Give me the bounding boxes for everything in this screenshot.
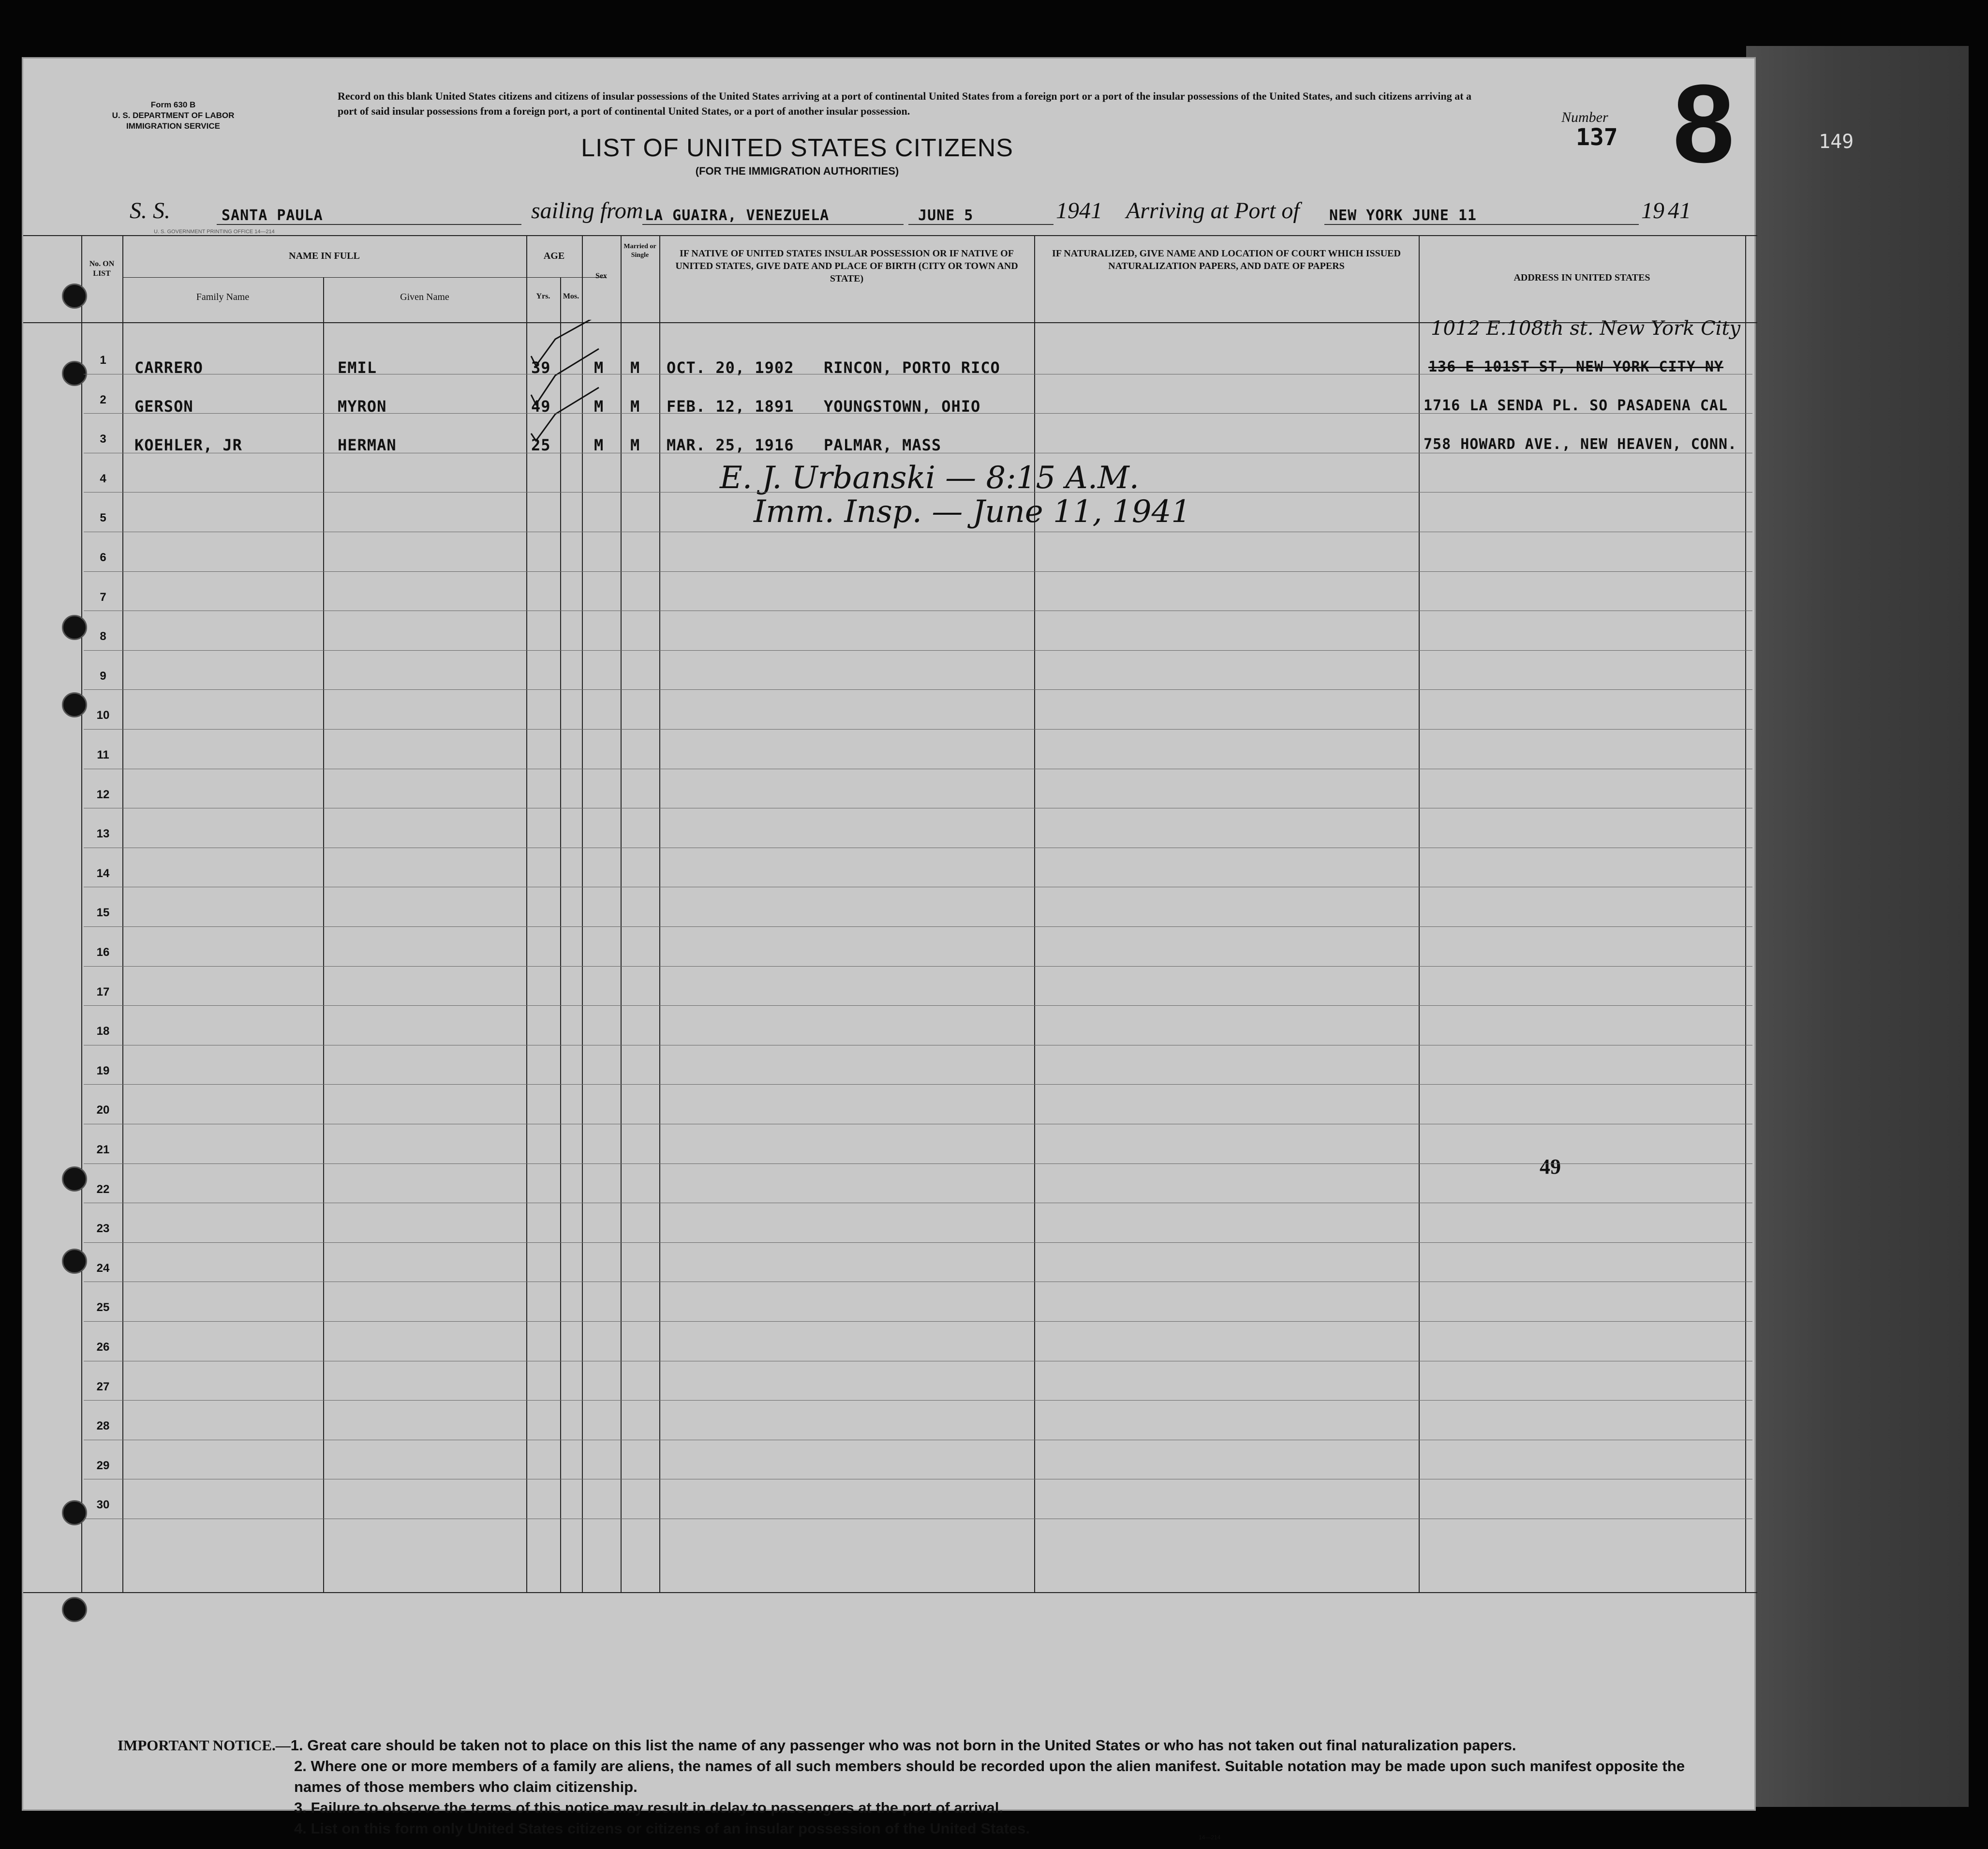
arrival-year-prefix: 19 xyxy=(1641,198,1664,224)
arriving-label: Arriving at Port of xyxy=(1126,198,1300,224)
row-separator xyxy=(84,1005,1752,1006)
row-number: 2 xyxy=(100,393,106,406)
row-number: 14 xyxy=(96,866,110,880)
backing-page-number: 149 xyxy=(1819,131,1854,153)
row-number: 26 xyxy=(96,1341,110,1354)
row-number: 11 xyxy=(97,748,109,761)
number-label: Number xyxy=(1561,109,1608,125)
important-notice xyxy=(118,1735,1714,1839)
column-header-number: No. ON LIST xyxy=(89,260,115,278)
entry-3-address: 758 HOWARD AVE., NEW HEAVEN, CONN. xyxy=(1424,436,1737,453)
row-number: 4 xyxy=(100,472,106,485)
entry-1-address-handwritten: 1012 E.108th st. New York City xyxy=(1431,317,1741,340)
print-note: U. S. GOVERNMENT PRINTING OFFICE 14—214 xyxy=(154,229,275,235)
entry-2-birth-place: YOUNGSTOWN, OHIO xyxy=(824,397,981,416)
entry-2-sex: M xyxy=(594,397,604,416)
inspector-title-date: Imm. Insp. — June 11, 1941 xyxy=(754,494,1191,530)
punch-hole xyxy=(62,283,87,309)
row-number: 29 xyxy=(96,1459,110,1472)
entry-2-address: 1716 LA SENDA PL. SO PASADENA CAL xyxy=(1424,397,1728,414)
row-number: 10 xyxy=(96,709,110,722)
row-separator xyxy=(84,1163,1752,1164)
punch-hole xyxy=(62,692,87,717)
punch-hole xyxy=(62,615,87,640)
row-separator xyxy=(84,926,1752,927)
entry-3-sex: M xyxy=(594,436,604,454)
row-number: 19 xyxy=(96,1064,110,1077)
sheet-number: 8 xyxy=(1673,61,1735,186)
row-separator xyxy=(84,571,1752,572)
row-number: 16 xyxy=(96,946,110,959)
row-separator xyxy=(84,1321,1752,1322)
entry-3-age: 25 xyxy=(531,436,551,454)
row-number: 20 xyxy=(96,1103,110,1117)
row-number: 5 xyxy=(100,511,106,525)
row-number: 18 xyxy=(96,1025,110,1038)
row-number: 6 xyxy=(100,551,106,564)
entry-3-birth-place: PALMAR, MASS xyxy=(824,436,942,454)
column-header-married-single: Married or Single xyxy=(623,243,656,259)
entry-1-address: 136 E 101ST ST, NEW YORK CITY NY xyxy=(1428,358,1723,375)
row-number: 7 xyxy=(100,590,106,604)
column-header-months: Mos. xyxy=(563,292,579,300)
row-separator xyxy=(84,689,1752,690)
row-number: 28 xyxy=(96,1419,110,1433)
row-separator xyxy=(84,966,1752,967)
entry-3-marital: M xyxy=(630,436,640,454)
entry-1-sex: M xyxy=(594,358,604,377)
row-number: 12 xyxy=(96,788,110,801)
entry-2-marital: M xyxy=(630,397,640,416)
row-number: 22 xyxy=(96,1182,110,1196)
form-number: Form 630 B xyxy=(150,100,196,109)
notice-item-4: 4. List on this form only United States citizens or citizens of an insular possession of the United States. xyxy=(294,1820,1030,1837)
entry-3-given-name: HERMAN xyxy=(338,436,397,454)
row-number: 25 xyxy=(96,1301,110,1314)
ss-label: S. S. xyxy=(130,198,170,224)
ship-name: SANTA PAULA xyxy=(222,207,323,224)
entry-2-age: 49 xyxy=(531,397,551,416)
service-name: IMMIGRATION SERVICE xyxy=(126,121,220,131)
inspector-signature: E. J. Urbanski — 8:15 A.M. xyxy=(720,460,1139,496)
manifest-sheet xyxy=(22,57,1756,1841)
entry-2-given-name: MYRON xyxy=(338,397,387,416)
total-mark: 49 xyxy=(1540,1155,1561,1178)
row-separator xyxy=(84,413,1752,414)
column-header-naturalization: IF NATURALIZED, GIVE NAME AND LOCATION OF COURT WHICH ISSUED NATURALIZATION PAPERS, AND DATE OF PAPERS xyxy=(1052,248,1401,271)
row-separator xyxy=(84,1242,1752,1243)
notice-form-code: 14—214 xyxy=(1199,1834,1221,1841)
punch-hole xyxy=(62,1597,87,1622)
row-number: 24 xyxy=(96,1261,110,1275)
arrival-port-date: NEW YORK JUNE 11 xyxy=(1329,207,1477,224)
notice-lead: IMPORTANT NOTICE.— xyxy=(118,1737,291,1754)
departure-date: JUNE 5 xyxy=(918,207,974,224)
row-number: 3 xyxy=(100,432,106,446)
row-number: 1 xyxy=(100,354,106,367)
sailing-label: sailing from xyxy=(531,198,643,224)
departure-port: LA GUAIRA, VENEZUELA xyxy=(645,207,830,224)
row-separator xyxy=(84,1084,1752,1085)
list-number: 137 xyxy=(1576,124,1618,151)
form-identifier xyxy=(91,100,255,132)
notice-item-1: 1. Great care should be taken not to place on this list the name of any passenger who was not born in the United States or who has not taken out final naturalization papers. xyxy=(290,1737,1516,1754)
punch-hole xyxy=(62,1249,87,1274)
row-number: 9 xyxy=(100,669,106,683)
entry-1-age: 39 xyxy=(531,358,551,377)
row-number: 8 xyxy=(100,630,106,643)
entry-1-given-name: EMIL xyxy=(338,358,377,377)
row-separator xyxy=(84,1400,1752,1401)
column-header-birth: IF NATIVE OF UNITED STATES INSULAR POSSESSION OR IF NATIVE OF UNITED STATES, GIVE DATE AND PLACE OF BIRTH (CITY OR TOWN AND STATE) xyxy=(675,248,1018,284)
form-instruction: Record on this blank United States citizens and citizens of insular possessions of the United States arriving at a port of continental United States from a foreign port or a port of the insular possessions of the United States, and such citizens arriving at a port of said insular possessions from a foreign port, a port of continental United States, or a port of another insular possession. xyxy=(338,90,1472,117)
column-header-family-name: Family Name xyxy=(196,292,250,302)
entry-1-marital: M xyxy=(630,358,640,377)
entry-1-family-name: CARRERO xyxy=(134,358,203,377)
departure-year: 1941 xyxy=(1056,198,1102,224)
column-header-years: Yrs. xyxy=(536,292,550,300)
arrival-year-suffix: 41 xyxy=(1668,198,1691,224)
entry-3-family-name: KOEHLER, JR xyxy=(134,436,242,454)
age-check-marks xyxy=(526,320,623,465)
notice-item-3: 3. Failure to observe the terms of this notice may result in delay to passengers at the port of arrival. xyxy=(294,1799,1004,1816)
row-number: 13 xyxy=(96,827,110,841)
page-title: LIST OF UNITED STATES CITIZENS xyxy=(581,134,1013,162)
row-number: 17 xyxy=(96,985,110,999)
entry-1-birth-place: RINCON, PORTO RICO xyxy=(824,358,1000,377)
entry-3-birth-date: MAR. 25, 1916 xyxy=(667,436,794,454)
row-separator xyxy=(84,729,1752,730)
row-number: 23 xyxy=(96,1222,110,1236)
punch-hole xyxy=(62,1500,87,1525)
row-number: 27 xyxy=(96,1380,110,1393)
entry-2-birth-date: FEB. 12, 1891 xyxy=(667,397,794,416)
notice-item-2: 2. Where one or more members of a family are aliens, the names of all such members should be recorded upon the alien manifest. Suitable notation may be made upon such manifest opposite the names of those members who claim citizenship. xyxy=(294,1758,1685,1795)
column-header-name-in-full: NAME IN FULL xyxy=(289,251,360,261)
column-header-age: AGE xyxy=(543,251,565,261)
backing-page xyxy=(1746,46,1969,1807)
row-number: 15 xyxy=(96,906,110,920)
entry-1-birth-date: OCT. 20, 1902 xyxy=(667,358,794,377)
row-separator xyxy=(84,650,1752,651)
column-header-given-name: Given Name xyxy=(400,292,449,302)
row-number: 30 xyxy=(96,1498,110,1512)
punch-hole xyxy=(62,1166,87,1192)
column-header-sex: Sex xyxy=(595,272,607,280)
entry-2-family-name: GERSON xyxy=(134,397,193,416)
row-number: 21 xyxy=(96,1143,110,1156)
page-subtitle: (FOR THE IMMIGRATION AUTHORITIES) xyxy=(695,165,899,177)
column-header-address: ADDRESS IN UNITED STATES xyxy=(1513,272,1650,283)
department-name: U. S. DEPARTMENT OF LABOR xyxy=(112,111,235,120)
